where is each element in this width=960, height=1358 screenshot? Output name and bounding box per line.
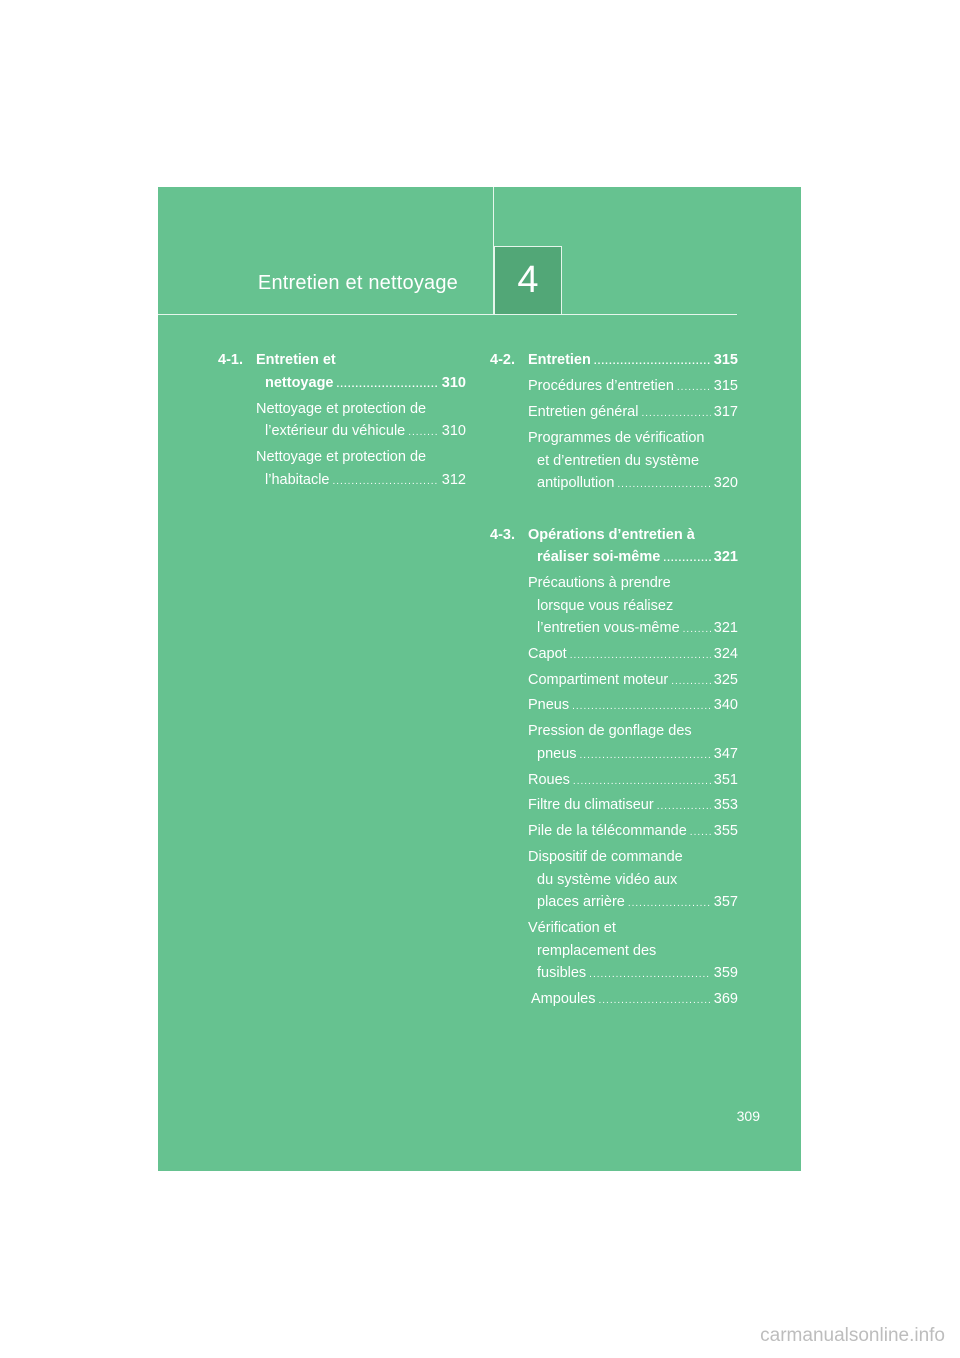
page-ref: 347 xyxy=(713,746,738,762)
page-ref: 312 xyxy=(441,472,466,488)
page-ref: 357 xyxy=(713,894,738,910)
toc-entry-label: Dispositif de commande xyxy=(528,849,683,865)
leader-dots xyxy=(641,404,710,424)
toc-entry-label: Nettoyage et protection de xyxy=(256,401,427,417)
leader-dots xyxy=(572,697,711,717)
toc-entry-label: Pneus xyxy=(528,697,570,713)
toc-entry[interactable] xyxy=(537,963,738,985)
section-4-2-link[interactable] xyxy=(528,350,738,372)
toc-entry[interactable] xyxy=(531,989,738,1011)
toc-entry[interactable] xyxy=(528,644,738,666)
page-ref: 310 xyxy=(441,375,466,391)
page-ref: 353 xyxy=(713,797,738,813)
toc-entry-label: et d’entretien du système xyxy=(537,453,700,469)
chapter-title: Entretien et nettoyage xyxy=(257,272,458,294)
toc-entry-label: Capot xyxy=(528,646,567,662)
watermark: carmanualsonline.info xyxy=(760,1325,945,1346)
section-4-3-link[interactable] xyxy=(537,547,738,569)
leader-dots xyxy=(677,378,711,398)
toc-entry-label: Entretien général xyxy=(528,404,639,420)
toc-entry[interactable] xyxy=(537,473,738,495)
page-ref: 351 xyxy=(713,772,738,788)
leader-dots xyxy=(657,797,711,817)
page-ref: 321 xyxy=(713,549,738,565)
leader-dots xyxy=(628,894,711,914)
section-4-3-title: Opérations d’entretien à xyxy=(528,527,695,543)
section-4-1-title: Entretien et xyxy=(256,352,336,368)
toc-entry[interactable] xyxy=(528,821,738,843)
toc-entry-label: antipollution xyxy=(537,475,615,491)
page-ref: 321 xyxy=(713,620,738,636)
toc-entry-label: Procédures d’entretien xyxy=(528,378,674,394)
toc-entry-label: Pile de la télécommande xyxy=(528,823,687,839)
leader-dots xyxy=(663,549,710,569)
leader-dots xyxy=(573,772,711,792)
toc-entry-label: Filtre du climatiseur xyxy=(528,797,654,813)
toc-entry-label: remplacement des xyxy=(537,943,657,959)
toc-entry-label: Roues xyxy=(528,772,570,788)
toc-entry[interactable] xyxy=(537,892,738,914)
toc-entry-label: lorsque vous réalisez xyxy=(537,598,674,614)
leader-dots xyxy=(589,965,711,985)
toc-entry-label: Ampoules xyxy=(531,991,596,1007)
toc-entry[interactable] xyxy=(537,618,738,640)
page-ref: 324 xyxy=(713,646,738,662)
toc-entry[interactable] xyxy=(265,470,466,492)
section-4-1-number: 4-1. xyxy=(218,352,243,368)
page-ref: 320 xyxy=(713,475,738,491)
leader-dots xyxy=(333,472,439,492)
toc-entry-label: Vérification et xyxy=(528,920,616,936)
toc-entry-label: Nettoyage et protection de xyxy=(256,449,427,465)
page-ref: 369 xyxy=(713,991,738,1007)
leader-dots xyxy=(617,475,710,495)
toc-entry[interactable] xyxy=(528,402,738,424)
toc-entry[interactable] xyxy=(528,670,738,692)
section-4-2-title: Entretien xyxy=(528,352,591,368)
toc-entry-label: Précautions à prendre xyxy=(528,575,671,591)
leader-dots xyxy=(570,646,711,666)
page-ref: 340 xyxy=(713,697,738,713)
toc-entry-label: places arrière xyxy=(537,894,625,910)
toc-entry-label: Pression de gonflage des xyxy=(528,723,692,739)
leader-dots xyxy=(671,672,711,692)
leader-dots xyxy=(337,375,439,395)
leader-dots xyxy=(690,823,711,843)
toc-entry-label: Programmes de vérification xyxy=(528,430,705,446)
page-ref: 355 xyxy=(713,823,738,839)
chapter-number-tab: 4 xyxy=(494,246,562,314)
toc-entry[interactable] xyxy=(528,695,738,717)
toc-entry[interactable] xyxy=(528,795,738,817)
section-4-3-number: 4-3. xyxy=(490,527,515,543)
page-ref: 315 xyxy=(713,352,738,368)
toc-entry[interactable] xyxy=(537,744,738,766)
page-ref: 310 xyxy=(441,423,466,439)
toc-entry[interactable] xyxy=(528,376,738,398)
leader-dots xyxy=(580,746,711,766)
toc-entry-label: Compartiment moteur xyxy=(528,672,669,688)
toc-entry-label: fusibles xyxy=(537,965,587,981)
leader-dots xyxy=(594,352,711,372)
page-number: 309 xyxy=(736,1108,760,1124)
toc-entry[interactable] xyxy=(528,770,738,792)
toc-entry-label: l’extérieur du véhicule xyxy=(265,423,406,439)
toc-entry-label: l’entretien vous-même xyxy=(537,620,680,636)
toc-entry-label: du système vidéo aux xyxy=(537,872,678,888)
page-ref: 325 xyxy=(713,672,738,688)
toc-entry-label: l’habitacle xyxy=(265,472,330,488)
leader-dots xyxy=(598,991,710,1011)
section-4-3-title-cont: réaliser soi-même xyxy=(537,549,661,565)
leader-dots xyxy=(683,620,711,640)
section-4-2-number: 4-2. xyxy=(490,352,515,368)
section-4-1-title-cont: nettoyage xyxy=(265,375,334,391)
page-ref: 359 xyxy=(713,965,738,981)
toc-entry-label: pneus xyxy=(537,746,577,762)
leader-dots xyxy=(408,423,439,443)
section-4-1-link[interactable] xyxy=(265,373,466,395)
header-divider-horizontal xyxy=(158,314,737,315)
page-ref: 317 xyxy=(713,404,738,420)
page-ref: 315 xyxy=(713,378,738,394)
toc-entry[interactable] xyxy=(265,421,466,443)
